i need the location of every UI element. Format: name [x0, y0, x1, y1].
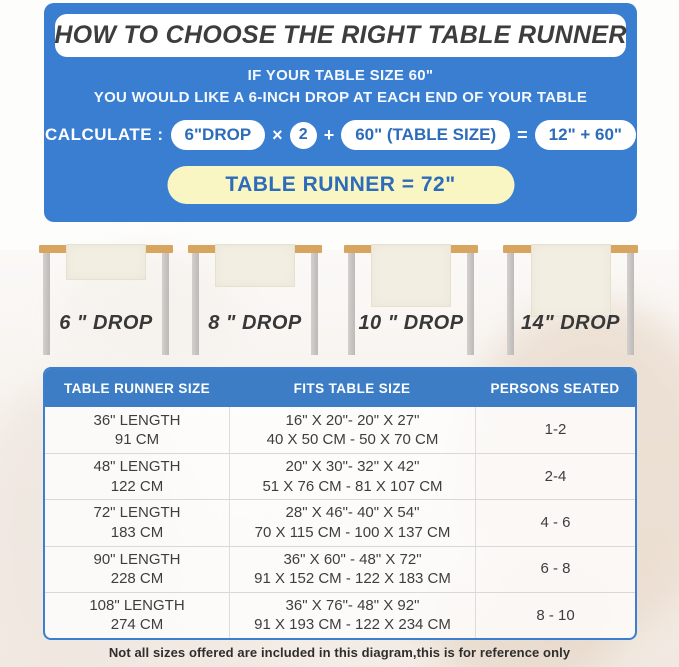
- disclaimer-note: Not all sizes offered are included in this diagram,this is for reference only: [108, 645, 571, 660]
- runner-size-inches: 108" LENGTH: [89, 596, 185, 614]
- multiply-sign: ×: [272, 124, 283, 145]
- table-runner-cloth: [215, 244, 295, 287]
- drop-label: 14" DROP: [520, 312, 621, 334]
- runner-size-inches: 72" LENGTH: [93, 504, 181, 522]
- fits-table-cell: [229, 547, 475, 592]
- equals-sign: =: [517, 124, 528, 145]
- persons-seated-cell: 2-4: [475, 454, 635, 499]
- runner-size-cm: 91 CM: [114, 431, 160, 449]
- runner-size-inches: 90" LENGTH: [93, 550, 181, 568]
- runner-size-cell: [45, 500, 229, 545]
- multiplier-circle: 2: [290, 122, 317, 149]
- persons-seated-cell: 4 - 6: [475, 500, 635, 545]
- persons-seated-cell: 8 - 10: [475, 593, 635, 638]
- fits-table-inches: 36" X 60" - 48" X 72": [283, 550, 422, 568]
- fits-table-cell: [229, 593, 475, 638]
- runner-size-cm: 228 CM: [110, 570, 164, 588]
- table-leg: [348, 253, 355, 355]
- runner-size-cell: [45, 454, 229, 499]
- persons-seated-cell: 6 - 8: [475, 547, 635, 592]
- column-header-persons: PERSONS SEATED: [490, 380, 620, 396]
- fits-table-inches: 16" X 20"- 20" X 27": [285, 411, 420, 429]
- table-row: [45, 592, 635, 638]
- table-row: [45, 546, 635, 592]
- fits-table-cell: [229, 407, 475, 453]
- runner-size-cm: 274 CM: [110, 616, 164, 634]
- drop-diagram-8in: [188, 228, 322, 360]
- runner-result-pill: TABLE RUNNER = 72": [167, 166, 514, 204]
- table-runner-cloth: [371, 244, 451, 307]
- drop-diagrams-section: [0, 228, 679, 364]
- subtitle-line-2: YOU WOULD LIKE A 6-INCH DROP AT EACH END OF YOUR TABLE: [93, 89, 588, 106]
- column-header-runner-size: TABLE RUNNER SIZE: [63, 380, 211, 396]
- drop-label: 8 " DROP: [208, 312, 302, 334]
- runner-size-inches: 36" LENGTH: [93, 411, 181, 429]
- sum-pill: 12" + 60": [535, 120, 636, 150]
- fits-table-inches: 20" X 30"- 32" X 42": [285, 458, 420, 476]
- page-title: HOW TO CHOOSE THE RIGHT TABLE RUNNER: [54, 21, 627, 49]
- fits-table-cm: 91 X 152 CM - 122 X 183 CM: [254, 570, 451, 588]
- fits-table-cm: 40 X 50 CM - 50 X 70 CM: [266, 431, 439, 449]
- fits-table-cell: [229, 500, 475, 545]
- fits-table-cell: [229, 454, 475, 499]
- fits-table-cm: 91 X 193 CM - 122 X 234 CM: [254, 616, 451, 634]
- drop-diagram-14in: [503, 228, 638, 360]
- fits-table-cm: 51 X 76 CM - 81 X 107 CM: [262, 477, 443, 495]
- table-leg: [192, 253, 199, 355]
- table-leg: [627, 253, 634, 355]
- drop-diagram-6in: [39, 228, 173, 360]
- table-row: [45, 453, 635, 499]
- fits-table-cm: 70 X 115 CM - 100 X 137 CM: [254, 523, 451, 541]
- table-leg: [162, 253, 169, 355]
- title-banner: [55, 14, 626, 57]
- drop-diagram-10in: [344, 228, 478, 360]
- drop-label: 10 " DROP: [358, 312, 464, 334]
- runner-size-cell: [45, 407, 229, 453]
- table-runner-cloth: [531, 244, 611, 317]
- runner-size-cm: 183 CM: [110, 523, 164, 541]
- runner-size-cm: 122 CM: [110, 477, 164, 495]
- runner-size-cell: [45, 547, 229, 592]
- column-header-fits-table: FITS TABLE SIZE: [293, 380, 411, 396]
- drop-value-pill: 6"DROP: [171, 120, 266, 150]
- calculate-label: CALCULATE :: [45, 125, 164, 144]
- plus-sign: +: [323, 124, 335, 145]
- table-leg: [43, 253, 50, 355]
- fits-table-inches: 28" X 46"- 40" X 54": [285, 504, 420, 522]
- calculation-formula: [44, 120, 637, 150]
- runner-size-cell: [45, 593, 229, 638]
- header-panel: [44, 3, 637, 222]
- runner-size-inches: 48" LENGTH: [93, 458, 181, 476]
- drop-label: 6 " DROP: [59, 312, 153, 334]
- size-table-header: [45, 369, 635, 407]
- size-table-body: [45, 407, 635, 638]
- table-row: [45, 407, 635, 453]
- table-leg: [311, 253, 318, 355]
- table-leg: [507, 253, 514, 355]
- table-size-pill: 60" (TABLE SIZE): [341, 120, 510, 150]
- size-table: [43, 367, 637, 640]
- fits-table-inches: 36" X 76"- 48" X 92": [285, 596, 420, 614]
- persons-seated-cell: 1-2: [475, 407, 635, 453]
- table-row: [45, 499, 635, 545]
- table-leg: [467, 253, 474, 355]
- subtitle-line-1: IF YOUR TABLE SIZE 60": [247, 67, 434, 84]
- table-runner-cloth: [66, 244, 146, 280]
